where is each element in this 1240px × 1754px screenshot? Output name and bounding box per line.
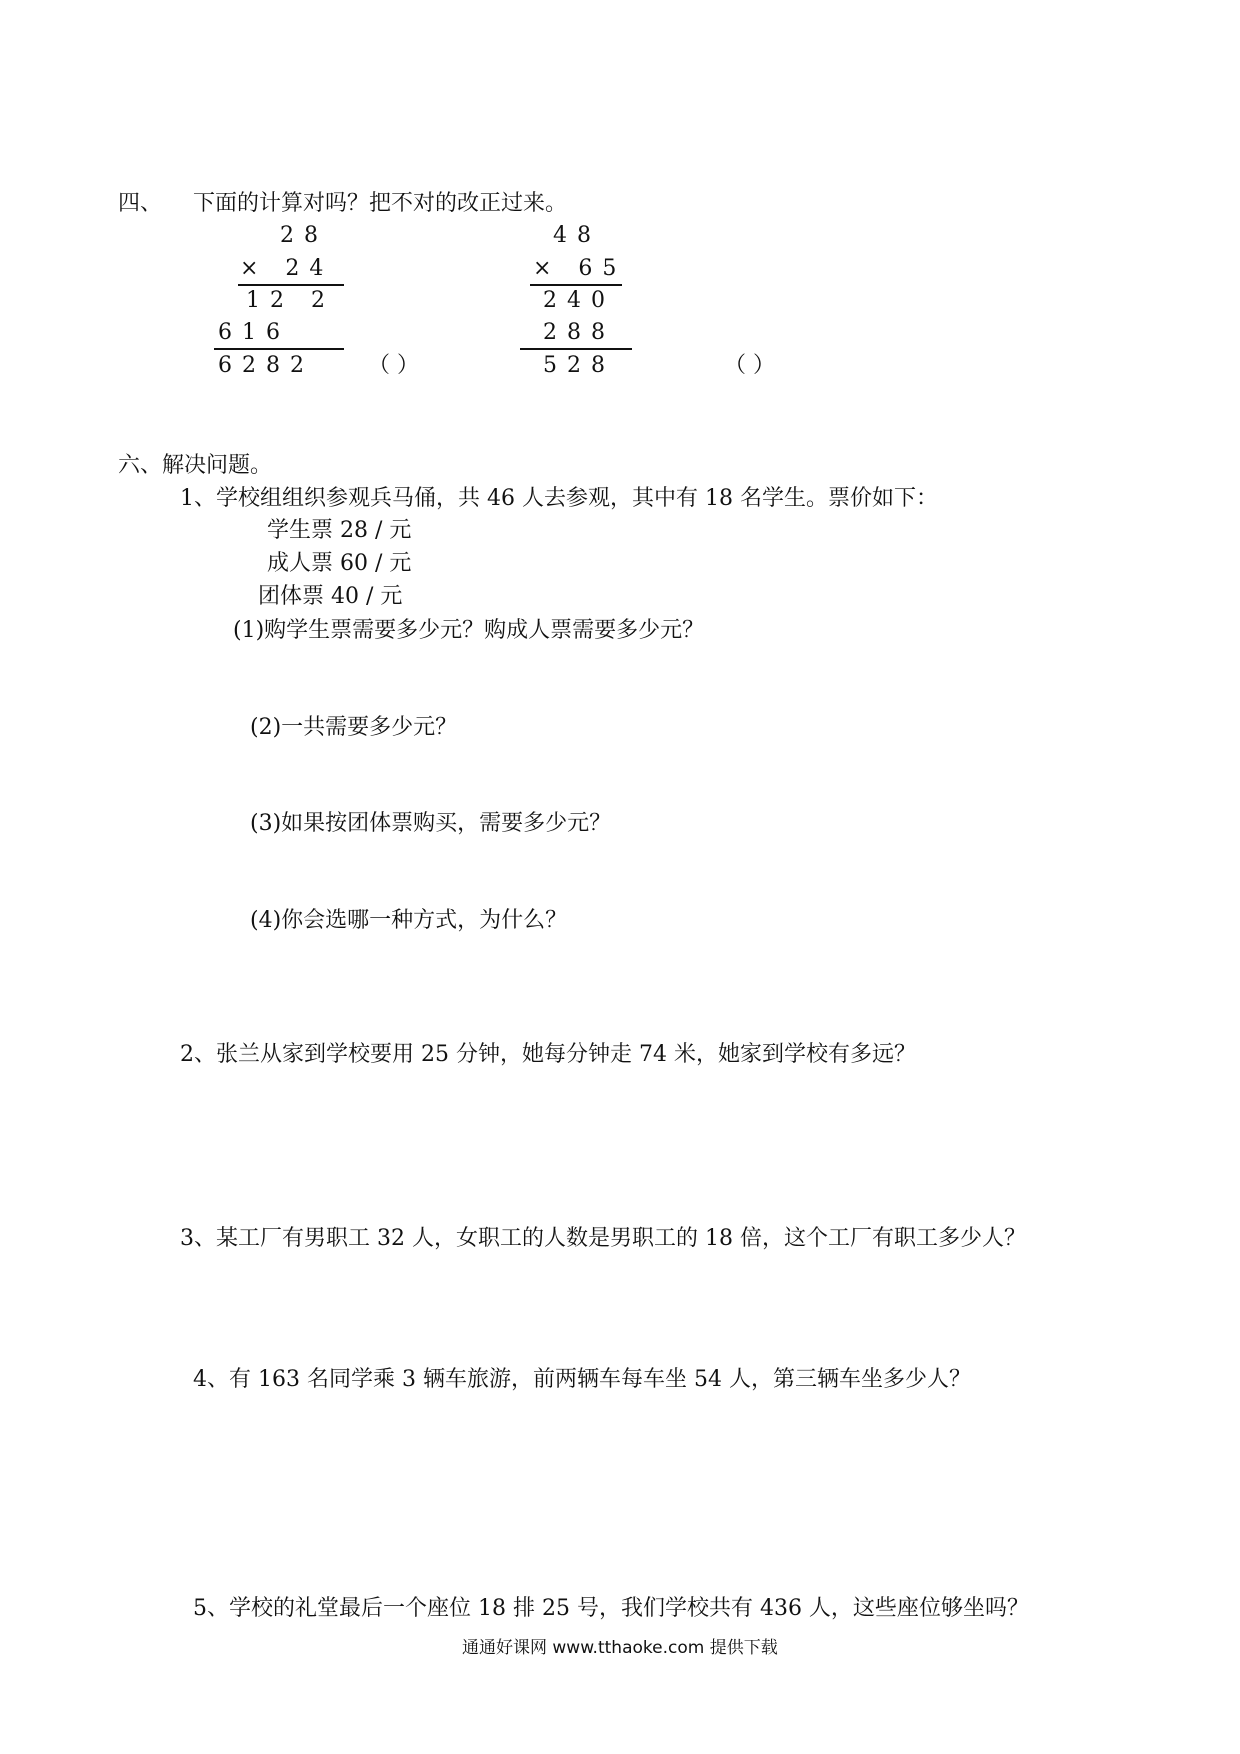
price-adult-ticket: 成人票 60 / 元 <box>267 551 412 576</box>
price-student-ticket: 学生票 28 / 元 <box>267 518 412 543</box>
calc1-answer-blank[interactable]: （ ） <box>368 353 419 378</box>
calc2-multiplier: × 65 <box>533 256 627 281</box>
calc1-multiplier: × 24 <box>240 256 334 281</box>
calc2-result: 528 <box>543 353 615 378</box>
price-group-ticket: 团体票 40 / 元 <box>258 584 403 609</box>
footer-source: 通通好课网 www.tthaoke.com 提供下载 <box>462 1638 778 1658</box>
sub-question-2: (2)一共需要多少元？ <box>250 715 458 740</box>
sub-question-3: (3)如果按团体票购买，需要多少元？ <box>250 811 612 836</box>
calc1-multiplicand: 28 <box>280 223 328 248</box>
problem-2-text: 2、张兰从家到学校要用 25 分钟，她每分钟走 74 米，她家到学校有多远？ <box>180 1042 916 1067</box>
calc2-result-line <box>520 348 632 350</box>
section-6-title: 六、解决问题。 <box>118 453 273 478</box>
calc2-partial-product-1: 240 <box>543 288 615 313</box>
section-4-instruction: 下面的计算对吗？把不对的改正过来。 <box>193 191 568 216</box>
problem-4-text: 4、有 163 名同学乘 3 辆车旅游，前两辆车每车坐 54 人，第三辆车坐多少人？ <box>193 1367 971 1392</box>
calc2-partial-product-2: 288 <box>543 320 615 345</box>
calc1-partial-product-1: 12 2 <box>246 288 335 313</box>
sub-question-4: (4)你会选哪一种方式，为什么？ <box>250 908 568 933</box>
calc2-answer-blank[interactable]: （ ） <box>724 353 775 378</box>
problem-3-text: 3、某工厂有男职工 32 人，女职工的人数是男职工的 18 倍，这个工厂有职工多少人？ <box>180 1226 1026 1251</box>
sub-question-1: (1)购学生票需要多少元？购成人票需要多少元？ <box>233 618 705 643</box>
calc2-divider-line <box>530 284 622 286</box>
calc1-partial-product-2: 616 <box>218 320 290 345</box>
problem-5-text: 5、学校的礼堂最后一个座位 18 排 25 号，我们学校共有 436 人，这些座位够坐吗？ <box>193 1596 1029 1621</box>
problem-1-text: 1、学校组组织参观兵马俑，共 46 人去参观，其中有 18 名学生。票价如下： <box>180 486 938 511</box>
calc2-multiplicand: 48 <box>553 223 601 248</box>
calc1-result: 6282 <box>218 353 314 378</box>
calc1-result-line <box>214 348 344 350</box>
calc1-divider-line <box>238 284 344 286</box>
section-4-number: 四、 <box>118 191 163 216</box>
